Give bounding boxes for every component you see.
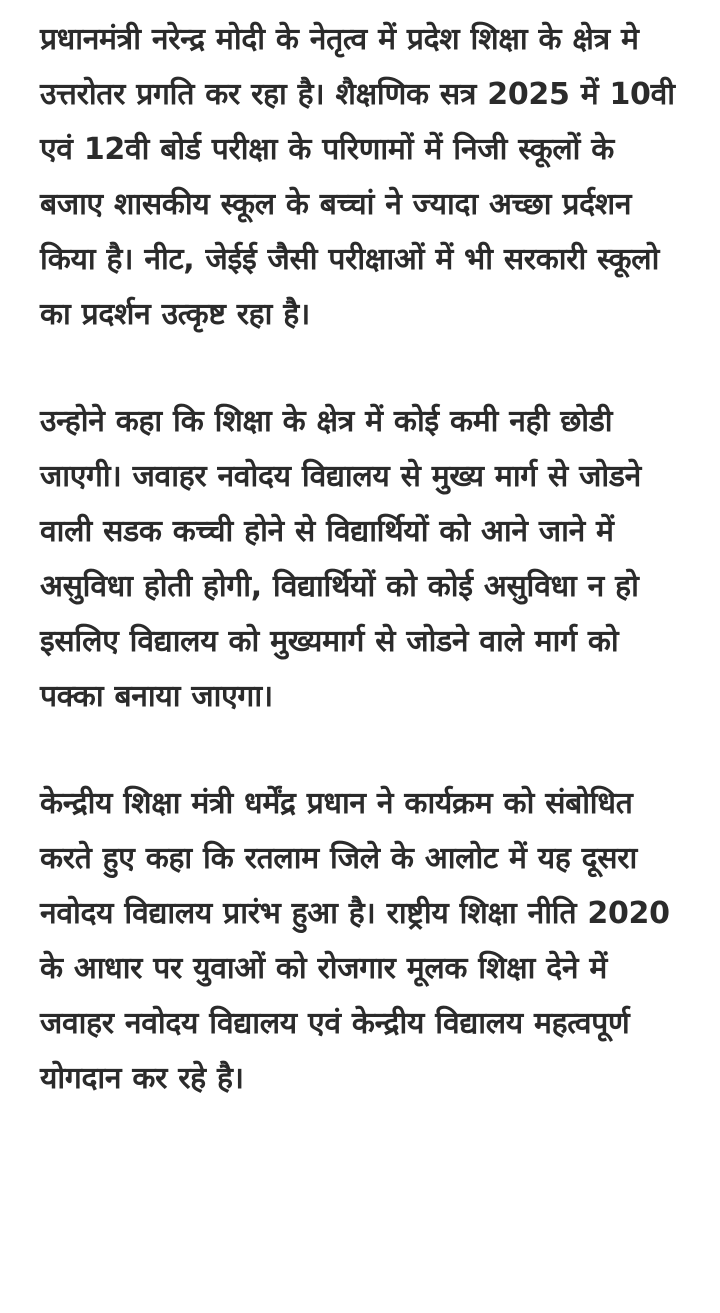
article-paragraph-1: प्रधानमंत्री नरेन्द्र मोदी के नेतृत्व में प्रदेश शिक्षा के क्षेत्र मे उत्तरोतर प्रगति कर रहा है। शैक्षणिक सत्र 2025 में 10वी एवं 12वी बोर्ड परीक्षा के परिणामों में निजी स्कूलों के बजाए शासकीय स्कूल के बच्चां ने ज्यादा अच्छा प्रर्दशन किया है। नीट, जेईई जैसी परीक्षाओं में भी सरकारी स्कूलो का प्रदर्शन उत्कृष्ट रहा है। — [40, 22, 675, 332]
article-paragraph-2: उन्होने कहा कि शिक्षा के क्षेत्र में कोई कमी नही छोडी जाएगी। जवाहर नवोदय विद्यालय से मुख्य मार्ग से जोडने वाली सडक कच्ची होने से विद्यार्थियों को आने जाने में असुविधा होती होगी, विद्यार्थियों को कोई असुविधा न हो इसलिए विद्यालय को मुख्यमार्ग से जोडने वाले मार्ग को पक्का बनाया जाएगा। — [40, 404, 641, 714]
article-paragraph-3: केन्द्रीय शिक्षा मंत्री धर्मेंद्र प्रधान ने कार्यक्रम को संबोधित करते हुए कहा कि रतलाम जिले के आलोट में यह दूसरा नवोदय विद्यालय प्रारंभ हुआ है। राष्ट्रीय शिक्षा नीति 2020 के आधार पर युवाओं को रोजगार मूलक शिक्षा देने में जवाहर नवोदय विद्यालय एवं केन्द्रीय विद्यालय महत्वपूर्ण योगदान कर रहे है। — [40, 786, 670, 1096]
article-body — [40, 12, 680, 1106]
